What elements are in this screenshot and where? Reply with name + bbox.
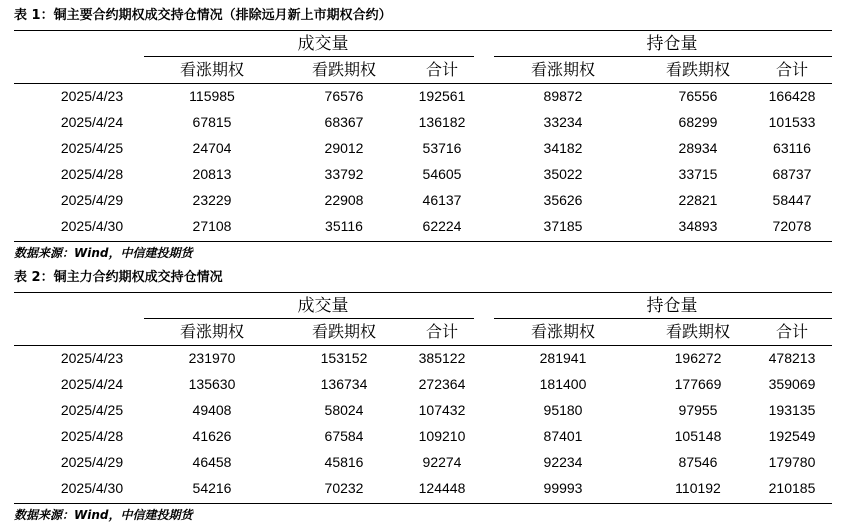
put-volume-cell: 45816 <box>324 454 364 470</box>
table-2 <box>14 292 832 504</box>
call-volume-cell: 54216 <box>192 480 232 496</box>
table-1-col-call-oi: 看涨期权 <box>530 60 595 79</box>
table-1-bottom-rule <box>14 241 832 242</box>
table-row <box>14 476 832 501</box>
put-volume-cell: 153152 <box>320 350 368 366</box>
call-oi-cell: 95180 <box>543 402 583 418</box>
put-volume-cell: 67584 <box>324 428 364 444</box>
table-2-volume-rule <box>144 318 474 319</box>
call-oi-cell: 35626 <box>543 192 583 208</box>
put-oi-cell: 97955 <box>678 402 718 418</box>
call-oi-cell: 87401 <box>543 428 583 444</box>
table-row <box>14 162 832 187</box>
total-volume-cell: 385122 <box>418 350 466 366</box>
total-volume-cell: 272364 <box>418 376 466 392</box>
call-volume-cell: 27108 <box>192 218 232 234</box>
put-volume-cell: 76576 <box>324 88 364 104</box>
date-cell: 2025/4/24 <box>60 376 124 392</box>
put-volume-cell: 33792 <box>324 166 364 182</box>
put-oi-cell: 105148 <box>674 428 722 444</box>
total-oi-cell: 210185 <box>768 480 816 496</box>
call-volume-cell: 24704 <box>192 140 232 156</box>
table-1-col-put-oi: 看跌期权 <box>665 60 730 79</box>
call-volume-cell: 115985 <box>189 88 235 104</box>
date-cell: 2025/4/30 <box>60 218 124 234</box>
total-volume-cell: 46137 <box>422 192 462 208</box>
date-cell: 2025/4/29 <box>60 192 124 208</box>
table-row <box>14 450 832 475</box>
table-1-top-rule <box>14 30 832 31</box>
date-cell: 2025/4/28 <box>60 166 124 182</box>
table-1-open-interest-rule <box>494 56 832 57</box>
total-oi-cell: 192549 <box>768 428 816 444</box>
total-oi-cell: 63116 <box>773 140 811 156</box>
table-1-col-total-oi: 合计 <box>775 60 808 79</box>
table-1-volume-header: 成交量 <box>297 34 349 54</box>
table-2-open-interest-rule <box>494 318 832 319</box>
table-row <box>14 372 832 397</box>
call-volume-cell: 49408 <box>192 402 232 418</box>
table-row <box>14 110 832 135</box>
table-2-col-total-volume: 合计 <box>425 322 458 341</box>
table-2-source-note: 数据来源：Wind，中信建投期货 <box>14 508 193 522</box>
put-volume-cell: 35116 <box>325 218 363 234</box>
table-2-open-interest-header: 持仓量 <box>646 296 698 316</box>
call-oi-cell: 89872 <box>543 88 583 104</box>
call-oi-cell: 92234 <box>543 454 583 470</box>
total-oi-cell: 359069 <box>768 376 816 392</box>
put-oi-cell: 87546 <box>678 454 718 470</box>
table-row <box>14 398 832 423</box>
table-row <box>14 84 832 109</box>
total-volume-cell: 53716 <box>422 140 462 156</box>
table-row <box>14 188 832 213</box>
total-volume-cell: 107432 <box>418 402 466 418</box>
put-volume-cell: 29012 <box>324 140 364 156</box>
total-volume-cell: 109210 <box>418 428 466 444</box>
put-volume-cell: 68367 <box>324 114 364 130</box>
call-volume-cell: 46458 <box>192 454 232 470</box>
table-2-col-total-oi: 合计 <box>775 322 808 341</box>
put-volume-cell: 136734 <box>320 376 368 392</box>
total-volume-cell: 136182 <box>418 114 466 130</box>
call-oi-cell: 99993 <box>543 480 583 496</box>
table-1-caption: 表 1：铜主要合约期权成交持仓情况（排除远月新上市期权合约） <box>14 8 392 23</box>
table-2-volume-header: 成交量 <box>297 296 349 316</box>
call-volume-cell: 67815 <box>192 114 232 130</box>
call-oi-cell: 35022 <box>543 166 583 182</box>
table-1 <box>14 30 832 242</box>
call-oi-cell: 181400 <box>539 376 587 392</box>
table-2-caption: 表 2：铜主力合约期权成交持仓情况 <box>14 270 223 285</box>
table-2-bottom-rule <box>14 503 832 504</box>
call-volume-cell: 231970 <box>188 350 236 366</box>
total-oi-cell: 478213 <box>768 350 816 366</box>
table-1-open-interest-header: 持仓量 <box>646 34 698 54</box>
put-oi-cell: 34893 <box>678 218 718 234</box>
call-oi-cell: 37185 <box>543 218 583 234</box>
table-row <box>14 346 832 371</box>
table-2-top-rule <box>14 292 832 293</box>
date-cell: 2025/4/25 <box>60 140 124 156</box>
date-cell: 2025/4/30 <box>60 480 124 496</box>
call-volume-cell: 20813 <box>192 166 232 182</box>
table-1-source-note: 数据来源：Wind，中信建投期货 <box>14 246 193 260</box>
table-2-col-call-oi: 看涨期权 <box>530 322 595 341</box>
call-oi-cell: 281941 <box>539 350 587 366</box>
put-oi-cell: 76556 <box>678 88 718 104</box>
date-cell: 2025/4/23 <box>60 350 124 366</box>
table-2-col-call-volume: 看涨期权 <box>179 322 244 341</box>
put-oi-cell: 28934 <box>678 140 718 156</box>
table-row <box>14 424 832 449</box>
total-oi-cell: 58447 <box>772 192 812 208</box>
total-volume-cell: 62224 <box>422 218 462 234</box>
date-cell: 2025/4/23 <box>60 88 124 104</box>
call-volume-cell: 41626 <box>192 428 232 444</box>
put-oi-cell: 68299 <box>678 114 718 130</box>
call-oi-cell: 33234 <box>543 114 583 130</box>
total-volume-cell: 192561 <box>418 88 466 104</box>
put-oi-cell: 196272 <box>674 350 722 366</box>
table-row <box>14 136 832 161</box>
table-1-col-put-volume: 看跌期权 <box>311 60 376 79</box>
total-oi-cell: 179780 <box>768 454 816 470</box>
total-volume-cell: 92274 <box>422 454 462 470</box>
table-1-col-call-volume: 看涨期权 <box>179 60 244 79</box>
date-cell: 2025/4/25 <box>60 402 124 418</box>
table-2-col-put-volume: 看跌期权 <box>311 322 376 341</box>
total-oi-cell: 101533 <box>768 114 816 130</box>
call-volume-cell: 23229 <box>192 192 232 208</box>
put-oi-cell: 22821 <box>678 192 718 208</box>
total-volume-cell: 54605 <box>422 166 462 182</box>
call-volume-cell: 135630 <box>188 376 236 392</box>
put-oi-cell: 177669 <box>674 376 722 392</box>
put-oi-cell: 33715 <box>678 166 718 182</box>
table-2-col-put-oi: 看跌期权 <box>665 322 730 341</box>
put-oi-cell: 110192 <box>675 480 721 496</box>
table-1-volume-rule <box>144 56 474 57</box>
table-1-col-total-volume: 合计 <box>425 60 458 79</box>
date-cell: 2025/4/29 <box>60 454 124 470</box>
total-oi-cell: 193135 <box>768 402 816 418</box>
put-volume-cell: 70232 <box>324 480 364 496</box>
date-cell: 2025/4/24 <box>60 114 124 130</box>
total-oi-cell: 166428 <box>768 88 816 104</box>
total-volume-cell: 124448 <box>418 480 466 496</box>
put-volume-cell: 22908 <box>324 192 364 208</box>
table-row <box>14 214 832 239</box>
call-oi-cell: 34182 <box>543 140 583 156</box>
date-cell: 2025/4/28 <box>60 428 124 444</box>
put-volume-cell: 58024 <box>324 402 364 418</box>
total-oi-cell: 72078 <box>772 218 812 234</box>
total-oi-cell: 68737 <box>772 166 812 182</box>
